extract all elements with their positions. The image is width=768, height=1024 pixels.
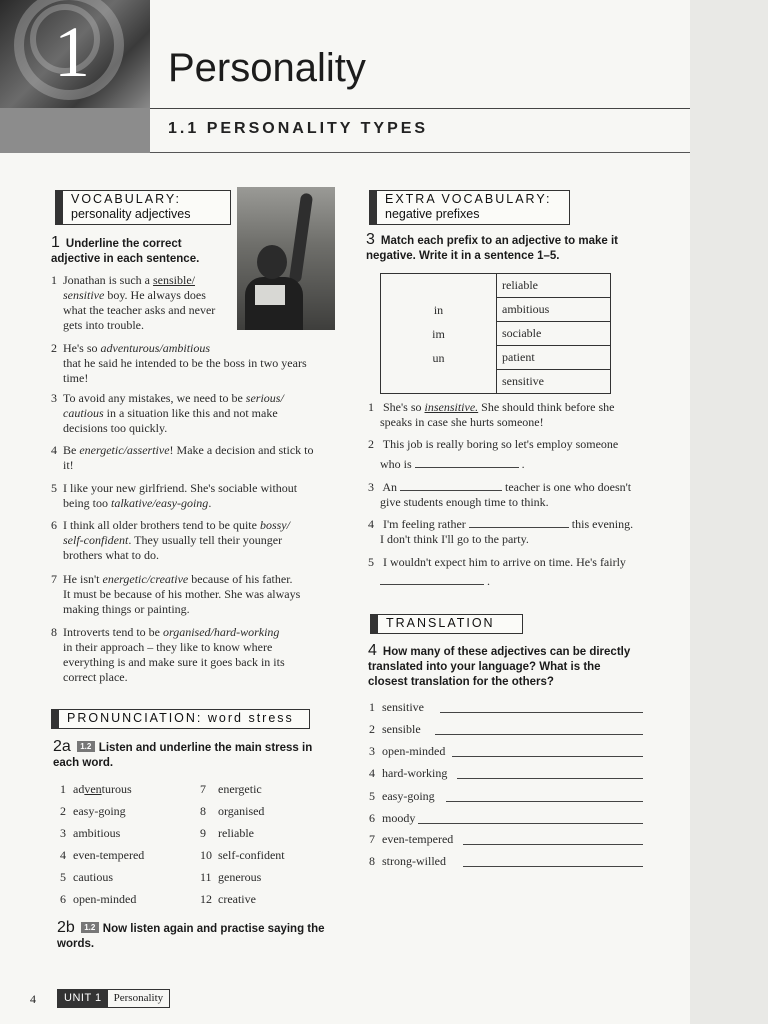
ex3-sentence-3-cont: give students enough time to think. <box>380 495 549 509</box>
stress-word: 5 cautious <box>60 870 113 884</box>
ex1-item-line-cont: that he said he intended to be the boss in two years <box>63 356 307 370</box>
extra-vocab-heading <box>369 190 570 225</box>
footer-unit-label: UNIT 1 <box>58 990 108 1007</box>
translation-answer-line[interactable] <box>440 712 643 713</box>
extra-heading-caps: EXTRA VOCABULARY: <box>385 192 552 206</box>
ex1-item-line-cont: It must be because of his mother. She was always <box>63 587 301 601</box>
answer-blank[interactable] <box>400 480 502 491</box>
pron-heading <box>51 709 310 729</box>
unit-number: 1 <box>54 12 90 92</box>
translation-answer-line[interactable] <box>435 734 643 735</box>
vocab-heading-sub: personality adjectives <box>71 207 191 221</box>
ex3-instruction-block <box>366 232 626 264</box>
ex2a-number: 2a <box>53 738 71 755</box>
footer-unit-name: Personality <box>113 992 164 1004</box>
adjective-cell: reliable <box>497 274 611 298</box>
ex1-item-line-cont: time! <box>63 371 89 385</box>
ex1-number: 1 <box>51 234 60 251</box>
ex1-item-line-cont: what the teacher asks and never <box>63 303 216 317</box>
ex3-sentence-4-cont: I don't think I'll go to the party. <box>380 532 529 546</box>
prefix-in: in <box>433 303 444 317</box>
ex3-instruction: Match each prefix to an adjective to make it negative. Write it in a sentence 1–5. <box>366 235 619 262</box>
adjective-cell: ambitious <box>497 298 611 322</box>
ex1-item-line: 4 Be energetic/assertive! Make a decision and stick to <box>51 443 314 457</box>
ex1-item-line-cont: being too talkative/easy-going. <box>63 496 212 510</box>
translation-answer-line[interactable] <box>463 866 643 867</box>
translation-item: 8 strong-willed <box>369 854 446 868</box>
ex2a-instruction: Listen and underline the main stress in each word. <box>53 742 313 769</box>
section-title: 1.1 PERSONALITY TYPES <box>168 120 429 137</box>
stress-word: 10 self-confident <box>200 848 285 862</box>
ex1-item-line: 1 Jonathan is such a sensible/ <box>51 273 195 287</box>
vocab-heading <box>55 190 231 225</box>
ex1-item-line: 7 He isn't energetic/creative because of his father. <box>51 572 293 586</box>
ex1-item-line: 2 He's so adventurous/ambitious <box>51 341 211 355</box>
extra-heading-sub: negative prefixes <box>385 207 480 221</box>
translation-item: 2 sensible <box>369 722 421 736</box>
ex1-item-line-cont: decisions too quickly. <box>63 421 168 435</box>
ex3-sentence-1: 1 She's so insensitive. She should think before she <box>368 400 615 414</box>
translation-item: 7 even-tempered <box>369 832 454 846</box>
page-number: 4 <box>30 992 36 1006</box>
ex3-sentence-4: 4 I'm feeling rather this evening. <box>368 517 634 531</box>
ex3-sentence-1-cont: speaks in case she hurts someone! <box>380 415 544 429</box>
stress-word: 7 energetic <box>200 782 262 796</box>
stress-word: 6 open-minded <box>60 892 137 906</box>
stress-word: 8 organised <box>200 804 265 818</box>
ex3-sentence-5-cont: . <box>380 574 490 589</box>
vocab-heading-caps: VOCABULARY: <box>71 192 182 206</box>
ex3-sentence-3: 3 An teacher is one who doesn't <box>368 480 632 494</box>
section-divider <box>150 152 690 153</box>
ex1-item-line-cont: it! <box>63 458 74 472</box>
adjective-cell: sociable <box>497 322 611 346</box>
ex4-number: 4 <box>368 642 377 659</box>
answer-blank[interactable] <box>380 574 484 585</box>
prefix-im: im <box>432 327 445 341</box>
stress-word: 3 ambitious <box>60 826 121 840</box>
ex1-item-line-cont: sensitive boy. He always does <box>63 288 206 302</box>
header-band <box>0 108 150 153</box>
ex3-sentence-2-cont: who is . <box>380 457 525 471</box>
translation-item: 5 easy-going <box>369 789 435 803</box>
translation-item: 6 moody <box>369 811 416 825</box>
translation-answer-line[interactable] <box>452 756 643 757</box>
translation-item: 4 hard-working <box>369 766 448 780</box>
answer-blank[interactable] <box>415 457 519 468</box>
prefix-un: un <box>432 351 445 365</box>
stress-word: 2 easy-going <box>60 804 126 818</box>
ex1-item-line: 6 I think all older brothers tend to be quite bossy/ <box>51 518 290 532</box>
stress-word: 4 even-tempered <box>60 848 145 862</box>
translation-item: 1 sensitive <box>369 700 424 714</box>
ex1-item-line-cont: cautious in a situation like this and not make <box>63 406 278 420</box>
ex3-example-answer: insensitive. <box>424 400 479 414</box>
ex1-item-line: 3 To avoid any mistakes, we need to be serious/ <box>51 391 284 405</box>
ex1-item-line-cont: brothers what to do. <box>63 548 159 562</box>
ex1-item-line: 5 I like your new girlfriend. She's sociable without <box>51 481 298 495</box>
ex1-item-line-cont: making things or painting. <box>63 602 190 616</box>
ex4-instruction-block <box>368 643 643 690</box>
student-photo <box>237 187 335 330</box>
translation-answer-line[interactable] <box>418 823 644 824</box>
audio-track-icon[interactable]: 1.2 <box>77 741 95 752</box>
translation-heading <box>370 614 523 634</box>
answer-blank[interactable] <box>469 517 569 528</box>
header-divider <box>150 108 690 109</box>
translation-item: 3 open-minded <box>369 744 446 758</box>
ex1-item-line-cont: everything is and make sure it goes back in its <box>63 655 285 669</box>
prefix-matching-table <box>380 273 611 394</box>
ex1-item-line-cont: in their approach – they like to know where <box>63 640 273 654</box>
adjective-cell: sensitive <box>497 370 611 394</box>
unit-header-photo <box>0 0 150 108</box>
unit-title: Personality <box>168 46 366 90</box>
ex1-item-line: 8 Introverts tend to be organised/hard-working <box>51 625 280 639</box>
ex3-number: 3 <box>366 231 375 248</box>
ex1-item-line-cont: self-confident. They usually tell their younger <box>63 533 283 547</box>
prefix-column <box>381 274 497 394</box>
translation-answer-line[interactable] <box>457 778 643 779</box>
footer-unit-tab <box>57 989 170 1008</box>
ex2b-number: 2b <box>57 919 75 936</box>
ex2b-instruction: Now listen again and practise saying the words. <box>57 923 325 950</box>
ex2a-instruction-block <box>53 739 323 771</box>
audio-track-icon[interactable]: 1.2 <box>81 922 99 933</box>
ex2b-instruction-block <box>57 920 337 952</box>
ex1-instruction: Underline the correct adjective in each sentence. <box>51 238 200 265</box>
ex4-instruction: How many of these adjectives can be directly translated into your language? What is the closest translation for the others? <box>368 646 631 688</box>
ex3-sentence-5: 5 I wouldn't expect him to arrive on time. He's fairly <box>368 555 626 569</box>
ex3-sentence-2: 2 This job is really boring so let's employ someone <box>368 437 619 451</box>
stress-word: 9 reliable <box>200 826 254 840</box>
adjective-cell: patient <box>497 346 611 370</box>
stress-word: 1 adventurous <box>60 782 132 796</box>
ex1-instruction-block <box>51 235 231 267</box>
translation-heading-text: TRANSLATION <box>386 616 495 630</box>
ex1-item-line-cont: correct place. <box>63 670 128 684</box>
pron-heading-text: PRONUNCIATION: word stress <box>67 711 294 725</box>
stress-word: 12 creative <box>200 892 256 906</box>
translation-answer-line[interactable] <box>463 844 643 845</box>
stress-word: 11 generous <box>200 870 262 884</box>
ex1-item-line-cont: gets into trouble. <box>63 318 144 332</box>
translation-answer-line[interactable] <box>446 801 643 802</box>
